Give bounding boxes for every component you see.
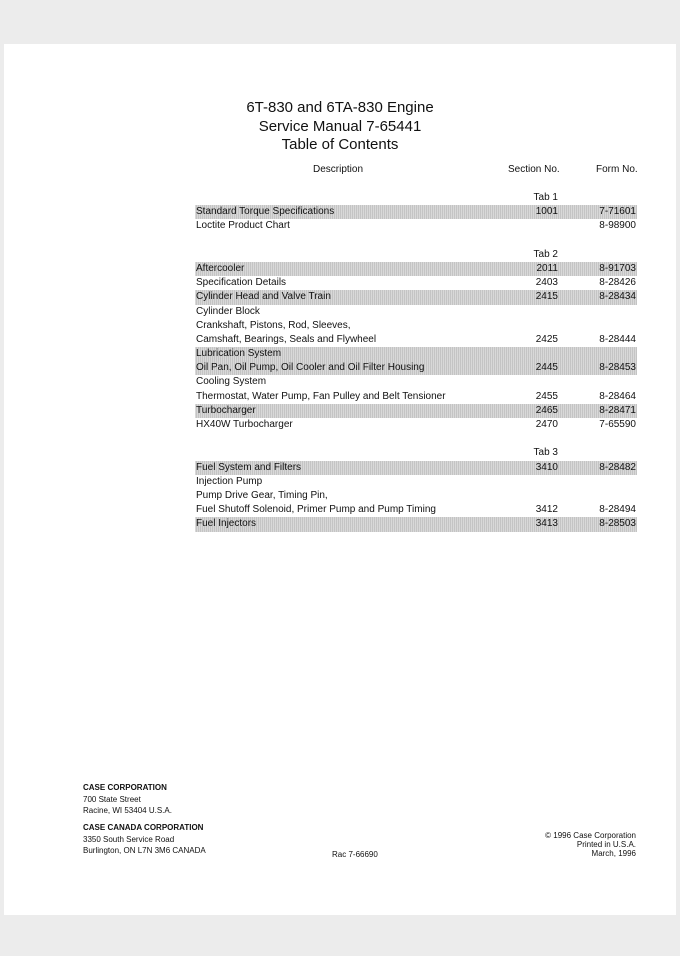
ca-street: 3350 South Service Road (83, 834, 175, 844)
toc-form-number: 8-28494 (599, 504, 636, 516)
toc-description: Turbocharger (196, 404, 256, 416)
toc-form-number: 8-28453 (599, 362, 636, 374)
toc-table (195, 191, 637, 532)
toc-row (195, 305, 637, 319)
copyright: © 1996 Case Corporation (545, 831, 636, 840)
us-city: Racine, WI 53404 U.S.A. (83, 806, 172, 815)
toc-description: Cylinder Block (196, 305, 260, 317)
toc-description: Fuel System and Filters (196, 461, 302, 473)
toc-description: Pump Drive Gear, Timing Pin, (196, 489, 328, 501)
toc-description: Loctite Product Chart (196, 220, 290, 232)
toc-row (195, 290, 637, 304)
printed-in: Printed in U.S.A. (576, 840, 636, 849)
toc-row (195, 503, 637, 517)
toc-form-number: 7-65590 (599, 419, 636, 430)
us-address (83, 782, 172, 817)
toc-form-number: 8-28503 (599, 518, 636, 530)
toc-section-number: 2011 (536, 262, 558, 274)
toc-description: Specification Details (196, 277, 287, 289)
canada-address (83, 822, 206, 857)
toc-row (195, 390, 637, 404)
toc-row (195, 517, 637, 531)
toc-description: Lubrication System (196, 348, 282, 360)
toc-form-number: 8-28482 (599, 461, 636, 473)
toc-form-number: 8-28464 (599, 390, 636, 402)
toc-row (195, 276, 637, 290)
toc-row (195, 404, 637, 418)
toc-row (195, 191, 637, 205)
toc-description: Fuel Injectors (196, 518, 257, 530)
toc-section-number: Tab 3 (533, 447, 558, 459)
toc-description: Crankshaft, Pistons, Rod, Sleeves, (196, 319, 351, 331)
ca-city: Burlington, ON L7N 3M6 CANADA (83, 846, 206, 855)
toc-section-number: 2470 (535, 419, 558, 430)
toc-row (195, 489, 637, 503)
toc-section-number: Tab 1 (533, 192, 558, 203)
toc-row (195, 262, 637, 276)
toc-row (195, 333, 637, 347)
toc-row (195, 461, 637, 475)
toc-section-number: 3412 (535, 504, 558, 516)
toc-section-number: 2445 (535, 362, 558, 374)
toc-description: Injection Pump (196, 475, 263, 487)
toc-form-number: 8-91703 (599, 262, 636, 274)
toc-form-number: 8-28471 (599, 404, 636, 416)
toc-row (195, 347, 637, 361)
toc-form-number: 8-28444 (599, 333, 636, 345)
toc-row (195, 418, 637, 432)
document-title: 6T-830 and 6TA-830 Engine (246, 99, 434, 116)
toc-description: Thermostat, Water Pump, Fan Pulley and Belt Tensioner (196, 390, 446, 402)
toc-section-number: 3413 (535, 518, 558, 530)
toc-row (195, 319, 637, 333)
toc-row (195, 205, 637, 219)
toc-form-number: 7-71601 (599, 206, 636, 218)
publication-date: March, 1996 (591, 849, 636, 858)
toc-row (195, 248, 637, 262)
us-street: 700 State Street (83, 794, 141, 804)
toc-description: Oil Pan, Oil Pump, Oil Cooler and Oil Filter Housing (196, 362, 425, 374)
column-header-form: Form No. (596, 164, 638, 175)
toc-section-number: 1001 (535, 206, 558, 218)
toc-row (195, 475, 637, 489)
toc-description: Fuel Shutoff Solenoid, Primer Pump and Pump Timing (196, 504, 436, 516)
toc-form-number: 8-28426 (599, 277, 636, 289)
toc-form-number: 8-98900 (599, 220, 636, 232)
manual-number: Service Manual 7-65441 (258, 118, 422, 135)
us-company-name: CASE CORPORATION (83, 783, 167, 792)
toc-description: HX40W Turbocharger (196, 419, 293, 430)
toc-section-number: 2465 (535, 404, 558, 416)
toc-section-number: 2415 (535, 291, 558, 303)
toc-description: Standard Torque Specifications (196, 206, 335, 218)
ca-company-name: CASE CANADA CORPORATION (83, 823, 204, 832)
column-header-description: Description (313, 164, 364, 175)
toc-section-number: Tab 2 (533, 248, 558, 260)
toc-row (195, 219, 637, 233)
toc-section-number: 2425 (535, 333, 558, 345)
toc-section-number: 2403 (535, 277, 558, 289)
toc-row (195, 446, 637, 460)
document-code: Rac 7-66690 (332, 850, 378, 859)
toc-description: Camshaft, Bearings, Seals and Flywheel (196, 333, 377, 345)
toc-section-number: 3410 (535, 461, 558, 473)
toc-description: Aftercooler (196, 262, 245, 274)
toc-row (195, 234, 637, 248)
toc-row (195, 375, 637, 389)
toc-section-number: 2455 (535, 390, 558, 402)
toc-heading: Table of Contents (281, 136, 399, 153)
toc-description: Cylinder Head and Valve Train (196, 291, 331, 303)
toc-row (195, 361, 637, 375)
toc-form-number: 8-28434 (599, 291, 636, 303)
toc-description: Cooling System (196, 376, 267, 388)
toc-row (195, 432, 637, 446)
document-page (4, 44, 676, 915)
column-header-section: Section No. (508, 164, 560, 175)
publication-info (545, 831, 636, 858)
